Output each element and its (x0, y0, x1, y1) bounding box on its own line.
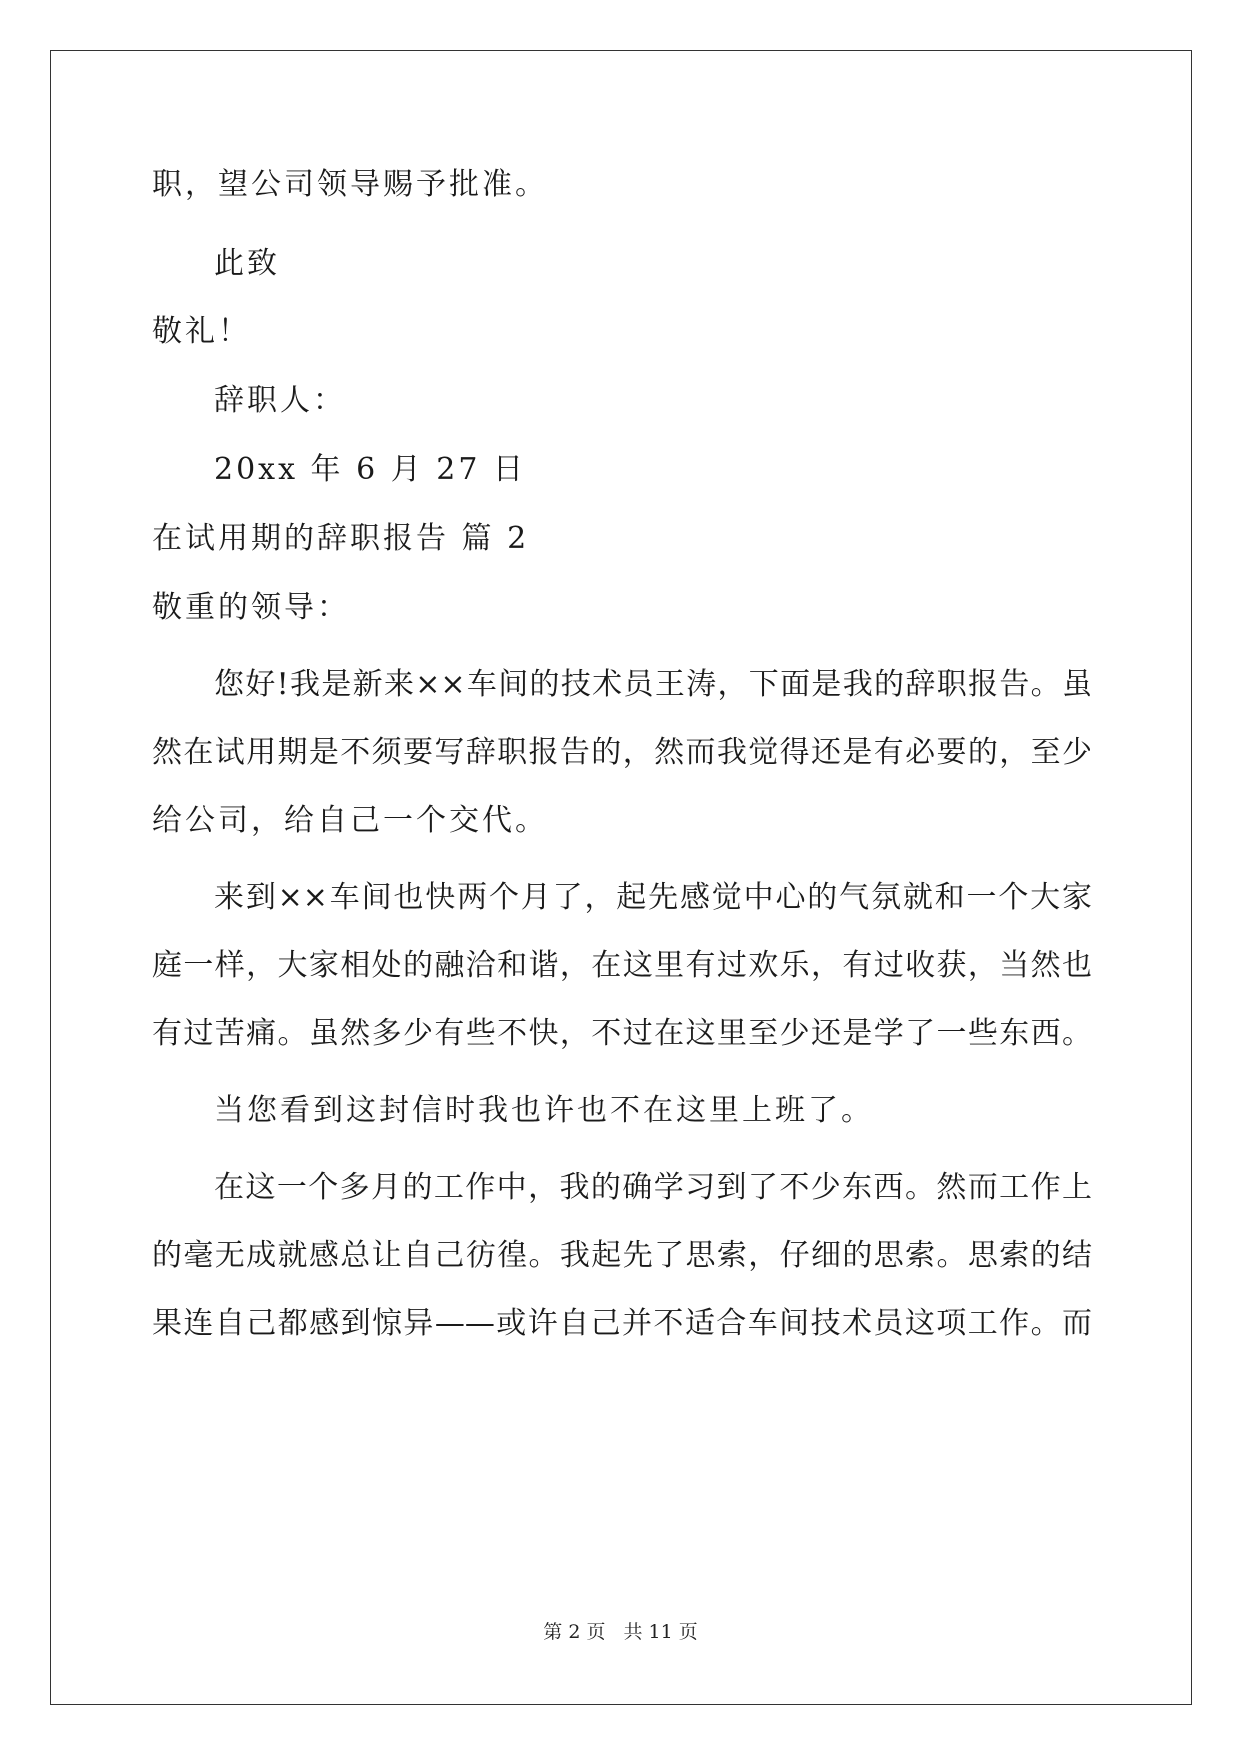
text-line-closing: 此致 (214, 246, 280, 281)
page-number: 第 2 页 (543, 1621, 606, 1643)
paragraph-1-line-3: 给公司，给自己一个交代。 (152, 803, 548, 838)
paragraph-4-line-3: 果连自己都感到惊异——或许自己并不适合车间技术员这项工作。而 (152, 1306, 1092, 1341)
text-line-salutation: 敬礼！ (152, 314, 251, 349)
section-heading: 在试用期的辞职报告 篇 2 (152, 521, 530, 556)
paragraph-1-line-2: 然在试用期是不须要写辞职报告的，然而我觉得还是有必要的，至少 (152, 735, 1092, 770)
paragraph-3-line-1: 当您看到这封信时我也许也不在这里上班了。 (214, 1093, 874, 1128)
page-footer (0, 1620, 1241, 1644)
text-line-signer: 辞职人： (214, 383, 346, 418)
paragraph-4-line-1: 在这一个多月的工作中，我的确学习到了不少东西。然而工作上 (214, 1170, 1092, 1205)
text-line-greeting: 敬重的领导： (152, 590, 350, 625)
paragraph-4-line-2: 的毫无成就感总让自己彷徨。我起先了思索，仔细的思索。思索的结 (152, 1238, 1092, 1273)
page-total: 共 11 页 (623, 1621, 698, 1643)
text-line-1: 职，望公司领导赐予批准。 (152, 167, 548, 202)
paragraph-2-line-1: 来到××车间也快两个月了，起先感觉中心的气氛就和一个大家 (214, 880, 1092, 915)
text-line-date: 20xx 年 6 月 27 日 (214, 452, 526, 487)
paragraph-2-line-3: 有过苦痛。虽然多少有些不快，不过在这里至少还是学了一些东西。 (152, 1016, 1092, 1051)
paragraph-1-line-1: 您好!我是新来××车间的技术员王涛，下面是我的辞职报告。虽 (214, 667, 1092, 702)
paragraph-2-line-2: 庭一样，大家相处的融洽和谐，在这里有过欢乐，有过收获，当然也 (152, 948, 1092, 983)
